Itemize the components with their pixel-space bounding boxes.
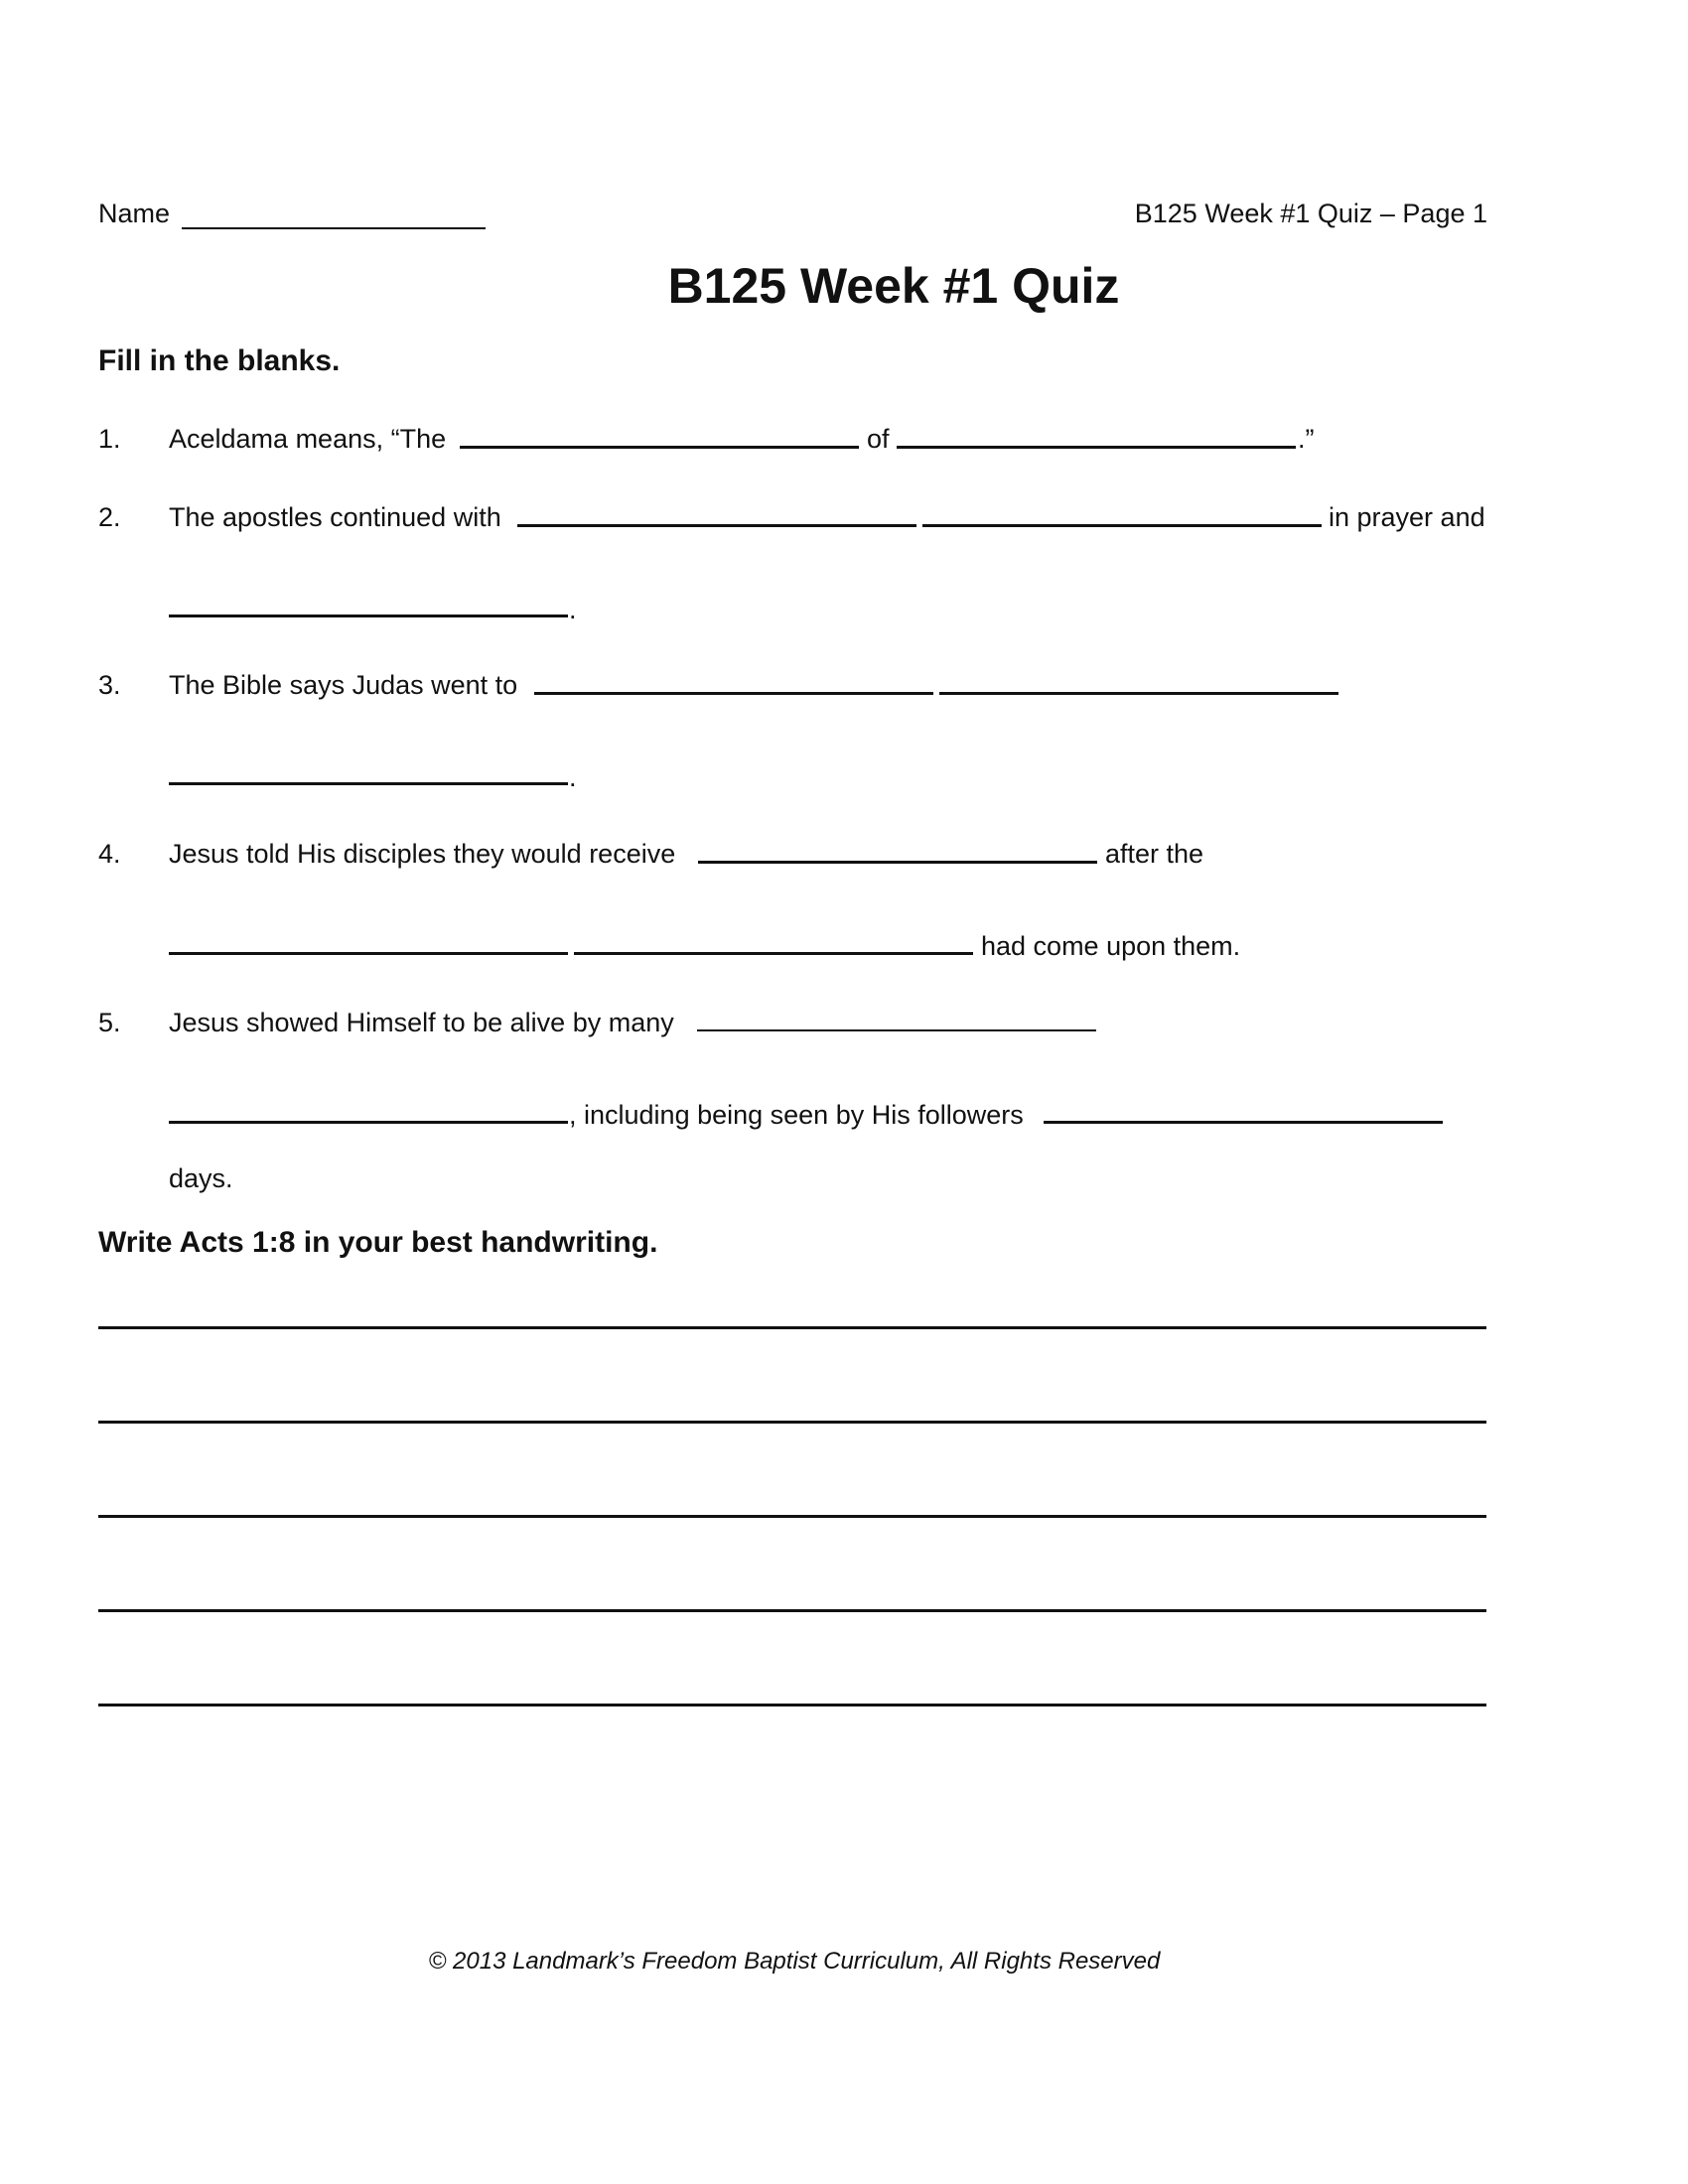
question-text: The Bible says Judas went to bbox=[169, 670, 518, 700]
question-text: Aceldama means, “The bbox=[169, 424, 447, 454]
question-text: days. bbox=[169, 1163, 233, 1193]
page-title: B125 Week #1 Quiz bbox=[667, 258, 1120, 314]
question-text: had come upon them. bbox=[981, 931, 1241, 961]
section-heading-handwriting: Write Acts 1:8 in your best handwriting. bbox=[98, 1226, 658, 1259]
question-number: 4. bbox=[98, 839, 121, 869]
answer-blank[interactable] bbox=[698, 861, 1097, 864]
answer-blank[interactable] bbox=[169, 952, 568, 955]
question-text: Jesus told His disciples they would receive bbox=[169, 839, 676, 869]
answer-blank[interactable] bbox=[169, 614, 568, 617]
question-text: after the bbox=[1105, 839, 1204, 869]
question-text: of bbox=[867, 424, 890, 454]
question-number: 3. bbox=[98, 670, 121, 700]
name-blank[interactable] bbox=[182, 227, 486, 229]
question-text: The apostles continued with bbox=[169, 502, 501, 532]
section-heading-fill-in: Fill in the blanks. bbox=[98, 344, 341, 377]
question-text: . bbox=[569, 762, 577, 792]
copyright-footer: © 2013 Landmark’s Freedom Baptist Curriculum, All Rights Reserved bbox=[428, 1948, 1161, 1975]
handwriting-line[interactable] bbox=[98, 1515, 1486, 1518]
handwriting-line[interactable] bbox=[98, 1421, 1486, 1424]
handwriting-line[interactable] bbox=[98, 1326, 1486, 1329]
answer-blank[interactable] bbox=[697, 1029, 1096, 1031]
handwriting-line[interactable] bbox=[98, 1609, 1486, 1612]
answer-blank[interactable] bbox=[897, 446, 1296, 449]
page-label: B125 Week #1 Quiz – Page 1 bbox=[1134, 199, 1487, 228]
question-text: , including being seen by His followers bbox=[569, 1100, 1024, 1130]
answer-blank[interactable] bbox=[534, 692, 933, 695]
answer-blank[interactable] bbox=[169, 1121, 568, 1124]
answer-blank[interactable] bbox=[574, 952, 973, 955]
answer-blank[interactable] bbox=[460, 446, 859, 449]
name-label: Name bbox=[98, 199, 171, 228]
handwriting-line[interactable] bbox=[98, 1704, 1486, 1706]
question-number: 1. bbox=[98, 424, 121, 454]
question-text: .” bbox=[1298, 424, 1315, 454]
answer-blank[interactable] bbox=[939, 692, 1338, 695]
question-number: 2. bbox=[98, 502, 121, 532]
answer-blank[interactable] bbox=[169, 782, 568, 785]
question-text: Jesus showed Himself to be alive by many bbox=[169, 1008, 674, 1037]
answer-blank[interactable] bbox=[922, 524, 1322, 527]
answer-blank[interactable] bbox=[517, 524, 916, 527]
question-number: 5. bbox=[98, 1008, 121, 1037]
question-text: . bbox=[569, 595, 577, 624]
question-text: in prayer and bbox=[1329, 502, 1485, 532]
answer-blank[interactable] bbox=[1044, 1121, 1443, 1124]
